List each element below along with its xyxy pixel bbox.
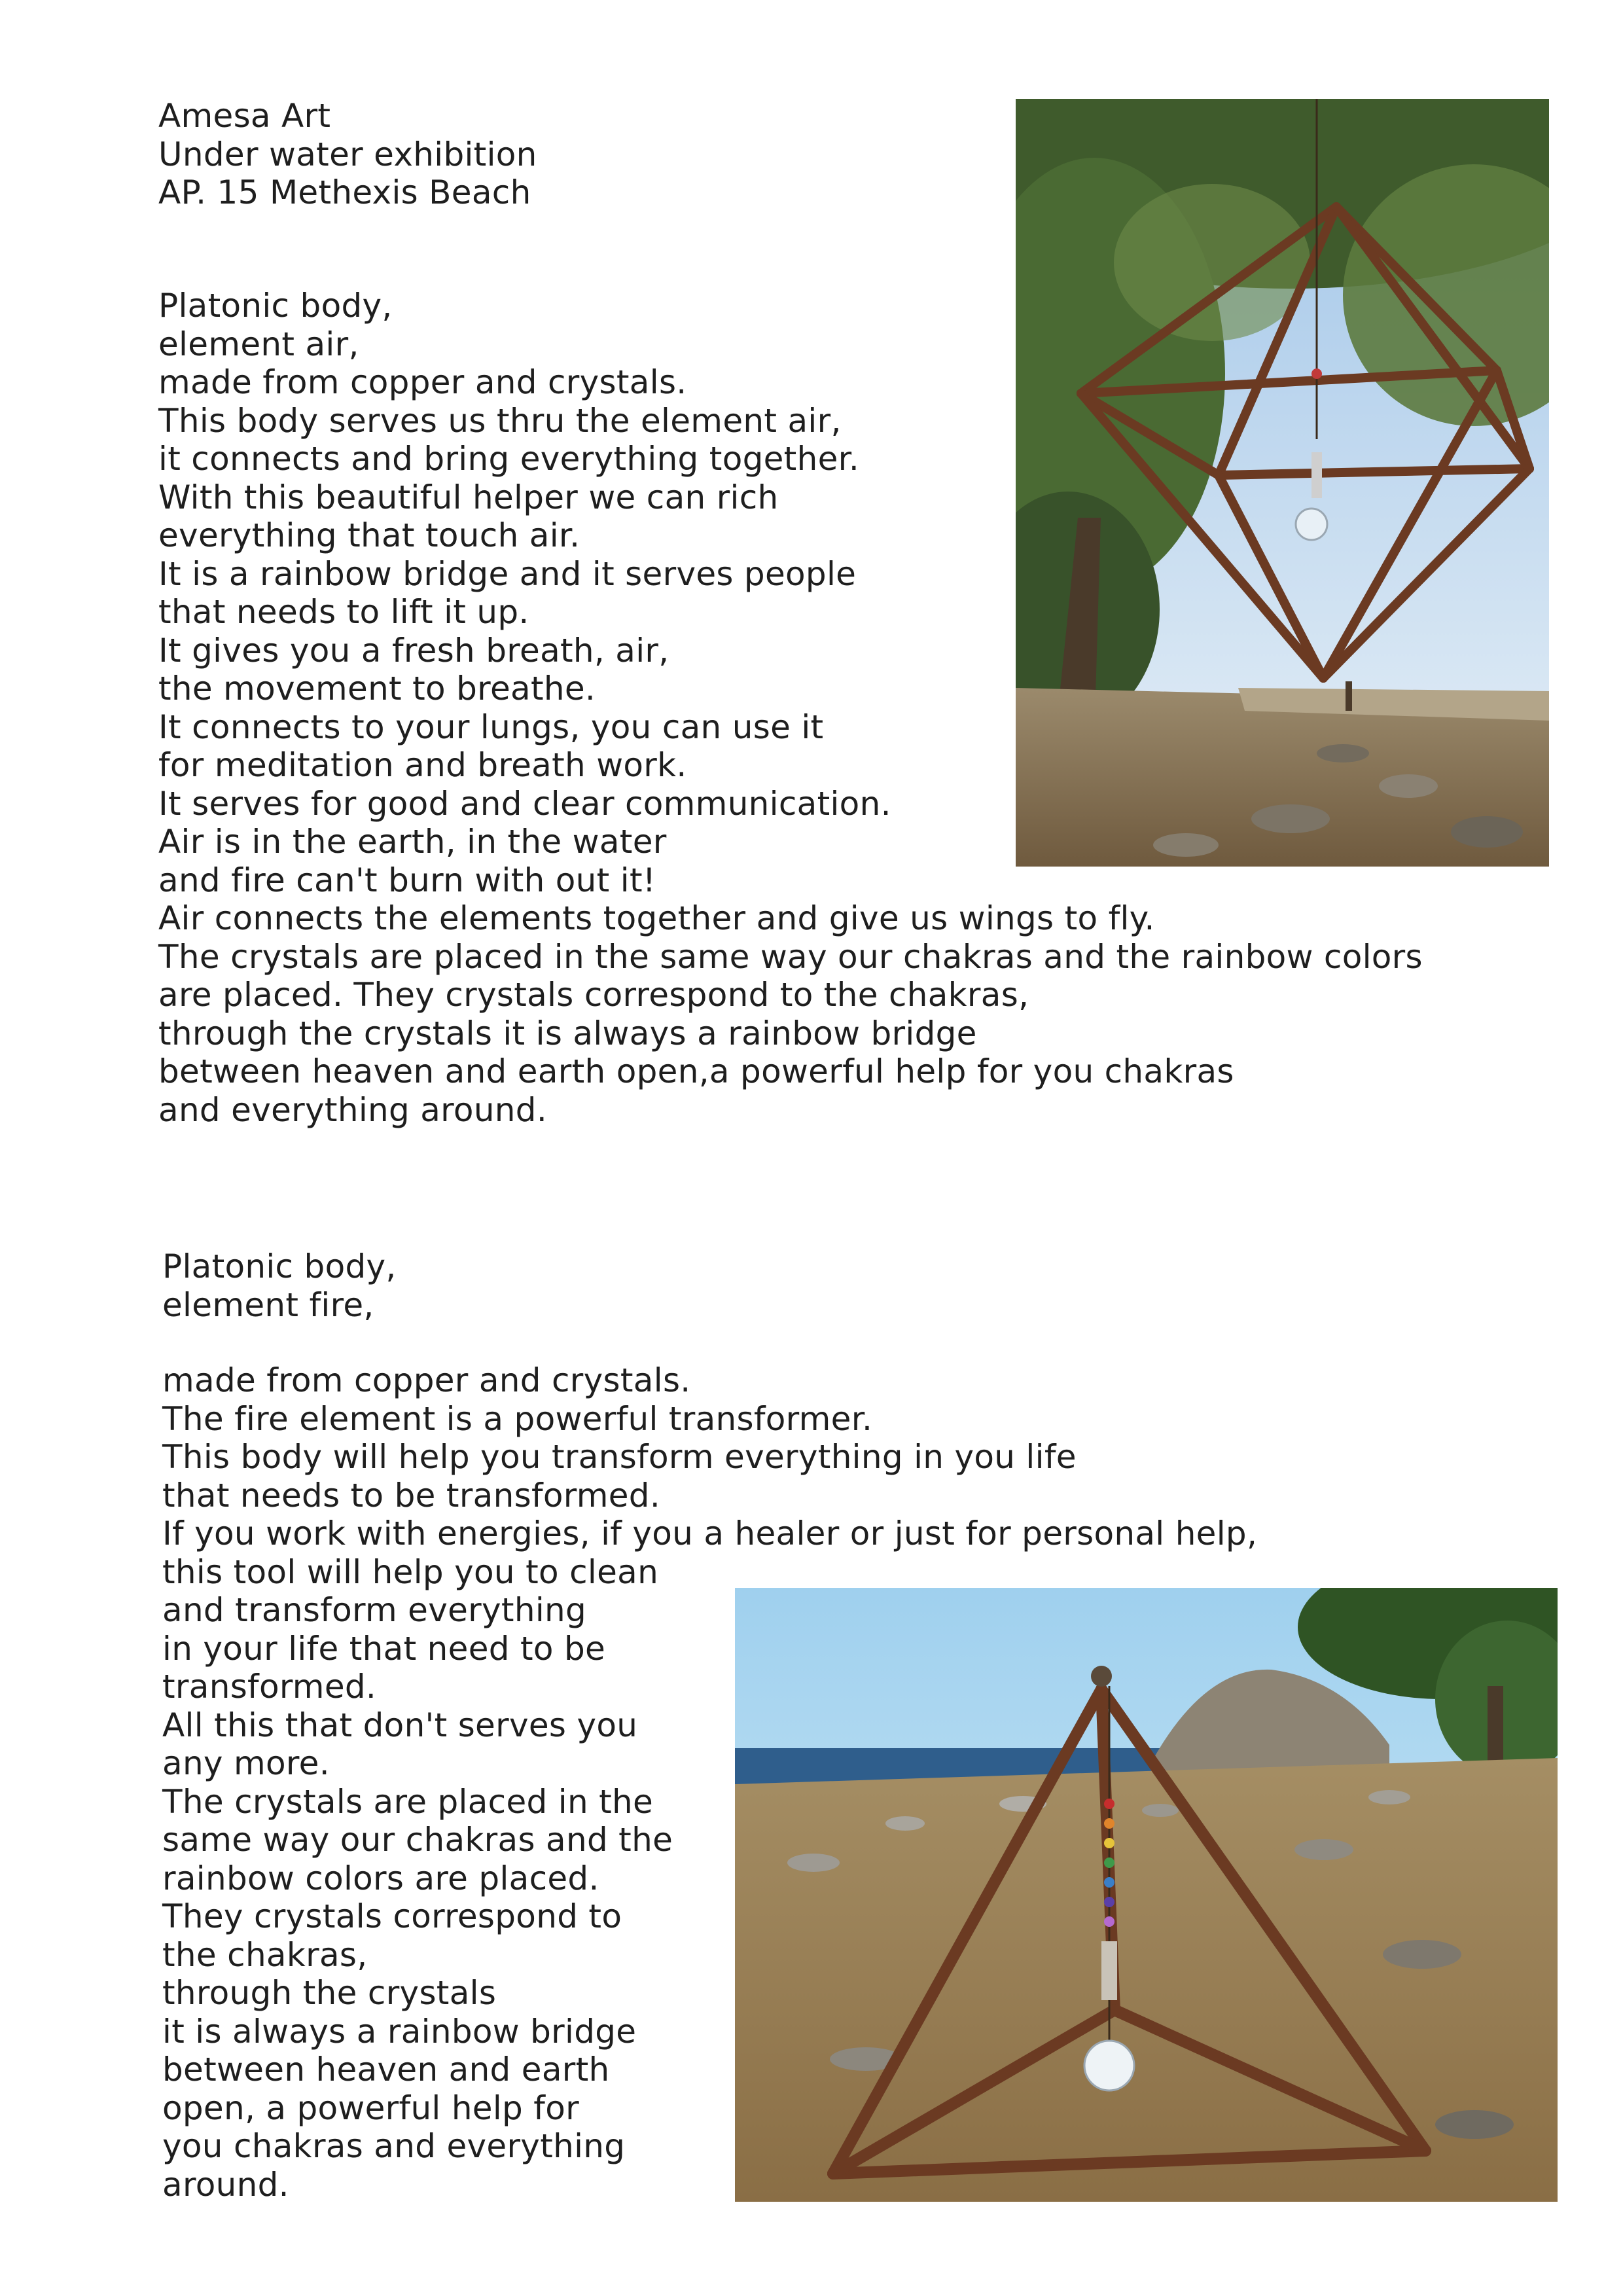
fire-tetrahedron-image (735, 1588, 1558, 2202)
text-line: If you work with energies, if you a healer or just for personal help, (162, 1515, 1258, 1552)
text-line: They crystals correspond to (162, 1897, 622, 1935)
header-line: Under water exhibition (158, 135, 537, 173)
text-line: element air, (158, 325, 359, 363)
text-line: same way our chakras and the (162, 1821, 673, 1859)
text-line: transformed. (162, 1668, 377, 1706)
text-line: everything that touch air. (158, 516, 580, 554)
heading-line: element fire, (162, 1285, 374, 1324)
text-line: This body will help you transform everything in you life (162, 1438, 1077, 1476)
text-line: All this that don't serves you (162, 1706, 638, 1744)
text-line: the chakras, (162, 1935, 368, 1974)
text-line: Air connects the elements together and give us wings to fly. (158, 899, 1155, 937)
text-line: that needs to be transformed. (162, 1476, 661, 1515)
text-line: through the crystals it is always a rainbow bridge (158, 1014, 977, 1052)
heading-line: Platonic body, (162, 1247, 397, 1285)
text-line: for meditation and breath work. (158, 746, 687, 784)
text-line: between heaven and earth open,a powerful help for you chakras (158, 1052, 1234, 1090)
text-line: It gives you a fresh breath, air, (158, 631, 669, 670)
text-line: around. (162, 2165, 289, 2204)
document-header (158, 97, 537, 212)
fire-tetrahedron-photo (735, 1588, 1558, 2202)
text-line: rainbow colors are placed. (162, 1859, 599, 1897)
text-line: It serves for good and clear communication. (158, 784, 891, 823)
text-line: it connects and bring everything together. (158, 440, 860, 478)
text-line: any more. (162, 1744, 330, 1782)
text-line: through the crystals (162, 1974, 497, 2012)
fire-section-heading (162, 1247, 397, 1324)
text-line: that needs to lift it up. (158, 593, 529, 631)
text-line: and fire can't burn with out it! (158, 861, 656, 899)
text-line: you chakras and everything (162, 2127, 626, 2165)
text-line: It connects to your lungs, you can use it (158, 708, 824, 746)
text-line: and transform everything (162, 1591, 587, 1629)
air-octahedron-image (1016, 99, 1549, 867)
text-line: this tool will help you to clean (162, 1552, 659, 1591)
text-line: made from copper and crystals. (162, 1361, 691, 1399)
text-line: Platonic body, (158, 287, 393, 325)
text-line: are placed. They crystals correspond to the chakras, (158, 976, 1029, 1014)
text-line: The crystals are placed in the (162, 1782, 654, 1821)
air-octahedron-photo (1016, 99, 1549, 867)
text-line: it is always a rainbow bridge (162, 2012, 637, 2051)
text-line: the movement to breathe. (158, 670, 596, 708)
text-line: The fire element is a powerful transformer. (162, 1399, 873, 1438)
text-line: in your life that need to be (162, 1629, 606, 1668)
text-line: The crystals are placed in the same way our chakras and the rainbow colors (158, 937, 1423, 976)
text-line: made from copper and crystals. (158, 363, 687, 401)
text-line: Air is in the earth, in the water (158, 823, 667, 861)
header-line: AP. 15 Methexis Beach (158, 173, 531, 211)
text-line: open, a powerful help for (162, 2089, 579, 2127)
text-line: With this beautiful helper we can rich (158, 478, 779, 516)
header-line: Amesa Art (158, 97, 331, 135)
text-line: between heaven and earth (162, 2051, 610, 2089)
text-line: It is a rainbow bridge and it serves people (158, 554, 857, 593)
text-line: This body serves us thru the element air, (158, 401, 842, 440)
text-line: and everything around. (158, 1090, 548, 1129)
